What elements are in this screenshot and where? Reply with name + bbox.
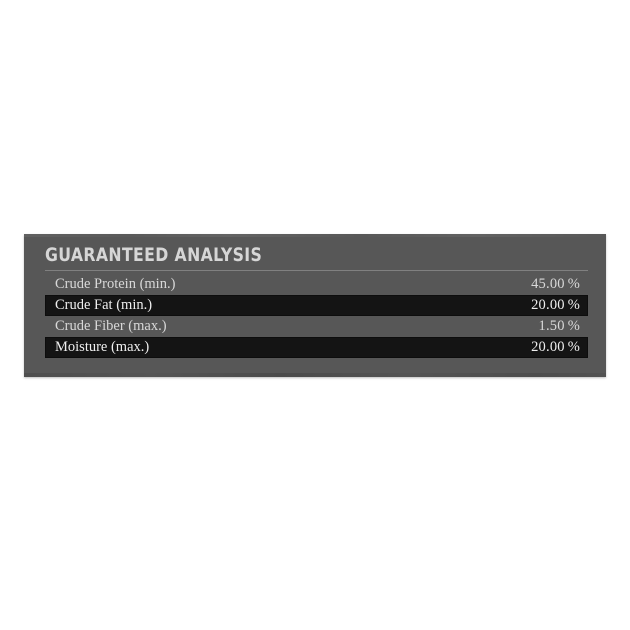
table-row — [45, 337, 588, 358]
nutrient-value — [531, 276, 580, 293]
nutrient-unit: % — [567, 297, 580, 313]
nutrient-value — [531, 339, 580, 356]
table-row — [45, 295, 588, 316]
nutrient-value — [531, 297, 580, 314]
nutrient-name: Crude Protein (min.) — [55, 276, 176, 292]
guaranteed-analysis-label — [24, 234, 606, 377]
page-title: GUARANTEED ANALYSIS — [45, 244, 263, 266]
nutrient-amount: 45.00 — [531, 276, 565, 292]
label-content — [45, 242, 588, 369]
title-divider — [45, 270, 588, 271]
nutrient-unit: % — [567, 276, 580, 292]
nutrient-unit: % — [567, 339, 580, 355]
nutrient-unit: % — [567, 318, 580, 334]
nutrient-amount: 1.50 — [538, 318, 565, 334]
nutrient-name: Crude Fiber (max.) — [55, 318, 167, 334]
nutrient-amount: 20.00 — [531, 297, 565, 313]
nutrient-amount: 20.00 — [531, 339, 565, 355]
nutrient-name: Crude Fat (min.) — [55, 297, 153, 313]
nutrient-table — [45, 274, 588, 358]
nutrient-name: Moisture (max.) — [55, 339, 150, 355]
nutrient-value — [539, 318, 580, 335]
table-row — [45, 316, 588, 337]
table-row — [45, 274, 588, 295]
